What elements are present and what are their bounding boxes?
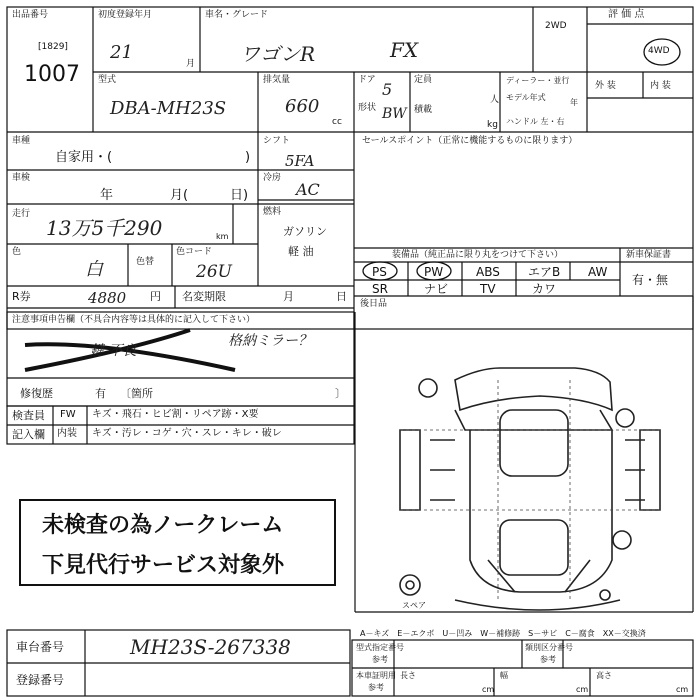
entry-label: 記入欄 [12,428,45,441]
car-grade: FX [390,38,419,62]
inspection-month: 月( [170,188,189,203]
lot-label: 出品番号 [12,10,49,20]
reg-label: 登録番号 [16,673,65,687]
equip-sr: SR [372,282,388,296]
length-label: 長さ [400,671,416,680]
change-deadline-label: 名変期限 [182,290,226,303]
spare-label: スペア [402,601,426,610]
fw-label: FW [60,409,76,420]
int-label: 内装 [57,428,77,439]
warranty-value: 有・無 [632,273,669,287]
back-seat-label: 後日品 [360,299,388,309]
fw-items: キズ・飛石・ヒビ割・リペア跡・X要 [92,409,259,420]
inspector-label: 検査員 [12,409,45,422]
first-reg-month-unit: 月 [186,59,196,69]
equip-abs: ABS [476,265,500,279]
equip-ps: PS [372,265,387,279]
change-day: 日 [336,290,347,303]
doors-label: ドア [358,75,376,85]
spec-label: 型式指定番号 [356,643,404,652]
shift-value: 5FA [285,152,315,170]
equip-navi: ナビ [424,282,449,296]
mileage-value: 13万5千290 [46,216,163,240]
handle-label: ハンドル 左・右 [506,117,565,126]
inspection-year: 年 [100,188,114,203]
drive-4wd: 4WD [648,46,670,56]
repair-label: 修復歴 [20,387,53,400]
selling-label: セールスポイント（正常に機能するものに限ります） [362,136,578,146]
equip-leather: カワ [532,282,557,296]
class-ref: 参考 [540,655,556,664]
shape-value: BW [382,106,407,122]
shape-label: 形状 [358,103,377,113]
warranty-label: 新車保証書 [626,250,672,260]
recycle-label: R券 [12,290,31,303]
repair-place: 〔箇所 [120,387,153,400]
fuel-gas: ガソリン [283,225,327,238]
model-value: DBA-MH23S [110,98,227,119]
equip-tv: TV [480,282,496,296]
drive-2wd: 2WD [545,21,567,31]
load-label: 積載 [414,105,433,115]
usage-value: 自家用・( [55,150,113,165]
chassis-label: 車台番号 [16,640,65,654]
equip-airbag: エアB [528,265,561,279]
inspection-label: 車検 [12,173,31,183]
model-year-label: モデル年式 [506,93,546,102]
first-reg-year: 21 [110,42,133,63]
width-label: 幅 [500,671,508,680]
lot-number: 1007 [24,62,80,87]
equip-aw: AW [588,265,608,279]
repair-close: 〕 [335,387,346,400]
mileage-label: 走行 [12,209,31,219]
class-label: 類別区分番号 [525,643,573,652]
height-label: 高さ [596,671,612,680]
eval-int: 内 装 [650,81,671,91]
ac-label: 冷房 [263,173,282,183]
displacement-label: 排気量 [263,75,291,85]
displacement-value: 660 [285,96,320,117]
doors-value: 5 [382,80,393,99]
notice-line2: 下見代行サービス対象外 [42,553,285,578]
usage-close: ) [245,150,251,165]
cert-ref: 参考 [368,683,384,692]
color-code-label: 色コード [176,247,213,257]
year-unit: 年 [570,98,578,107]
color-change-label: 色替 [136,257,155,267]
shift-label: シフト [263,136,291,146]
color-code-value: 26U [196,262,232,282]
car-diagram [400,368,660,610]
equip-pw: PW [424,265,444,279]
mileage-unit: km [216,232,229,241]
displacement-unit: cc [332,117,342,127]
legend: A－キズ E－エクボ U－凹み W－補修跡 S－サビ C－腐食 XX－交換済 [360,629,646,638]
change-month: 月 [283,290,294,303]
car-name: ワゴンR [240,42,316,66]
color-value: 白 [85,259,103,280]
inspection-day: 日) [230,188,249,203]
model-label: 型式 [98,75,117,85]
repair-has: 有 [95,387,106,400]
color-label: 色 [12,247,22,257]
cert-label: 本車証明用 [356,671,396,680]
notes-struck: 鍵 不良 [90,343,137,359]
int-items: キズ・汚レ・コゲ・穴・スレ・キレ・破レ [92,428,282,439]
dealer-label: ディーラー・並行 [506,76,570,85]
ac-value: AC [296,180,320,199]
name-label: 車名・グレード [205,10,269,20]
fuel-diesel: 軽 油 [288,245,314,258]
height-unit: cm [676,685,689,694]
capacity-label: 定員 [414,75,433,85]
spec-ref: 参考 [372,655,388,664]
notes-label: 注意事項申告欄（不具合内容等は具体的に記入して下さい） [12,315,256,325]
width-unit: cm [576,685,589,694]
notes-handwritten: 格納ミラー？ [228,333,312,349]
fuel-label: 燃料 [263,207,282,217]
eval-ext: 外 装 [595,81,616,91]
capacity-unit: 人 [490,95,500,105]
usage-label: 車種 [12,136,31,146]
eval-label: 評 価 点 [608,9,645,20]
equip-label: 装備品（純正品に限り丸をつけて下さい） [392,250,564,260]
recycle-value: 4880 [88,289,127,307]
chassis-value: MH23S-267338 [130,635,291,659]
load-unit: kg [487,120,498,130]
first-reg-label: 初度登録年月 [98,10,153,20]
recycle-unit: 円 [150,290,161,303]
notice-line1: 未検査の為ノークレーム [42,513,284,538]
length-unit: cm [482,685,495,694]
lot-code: [1829] [38,42,68,52]
